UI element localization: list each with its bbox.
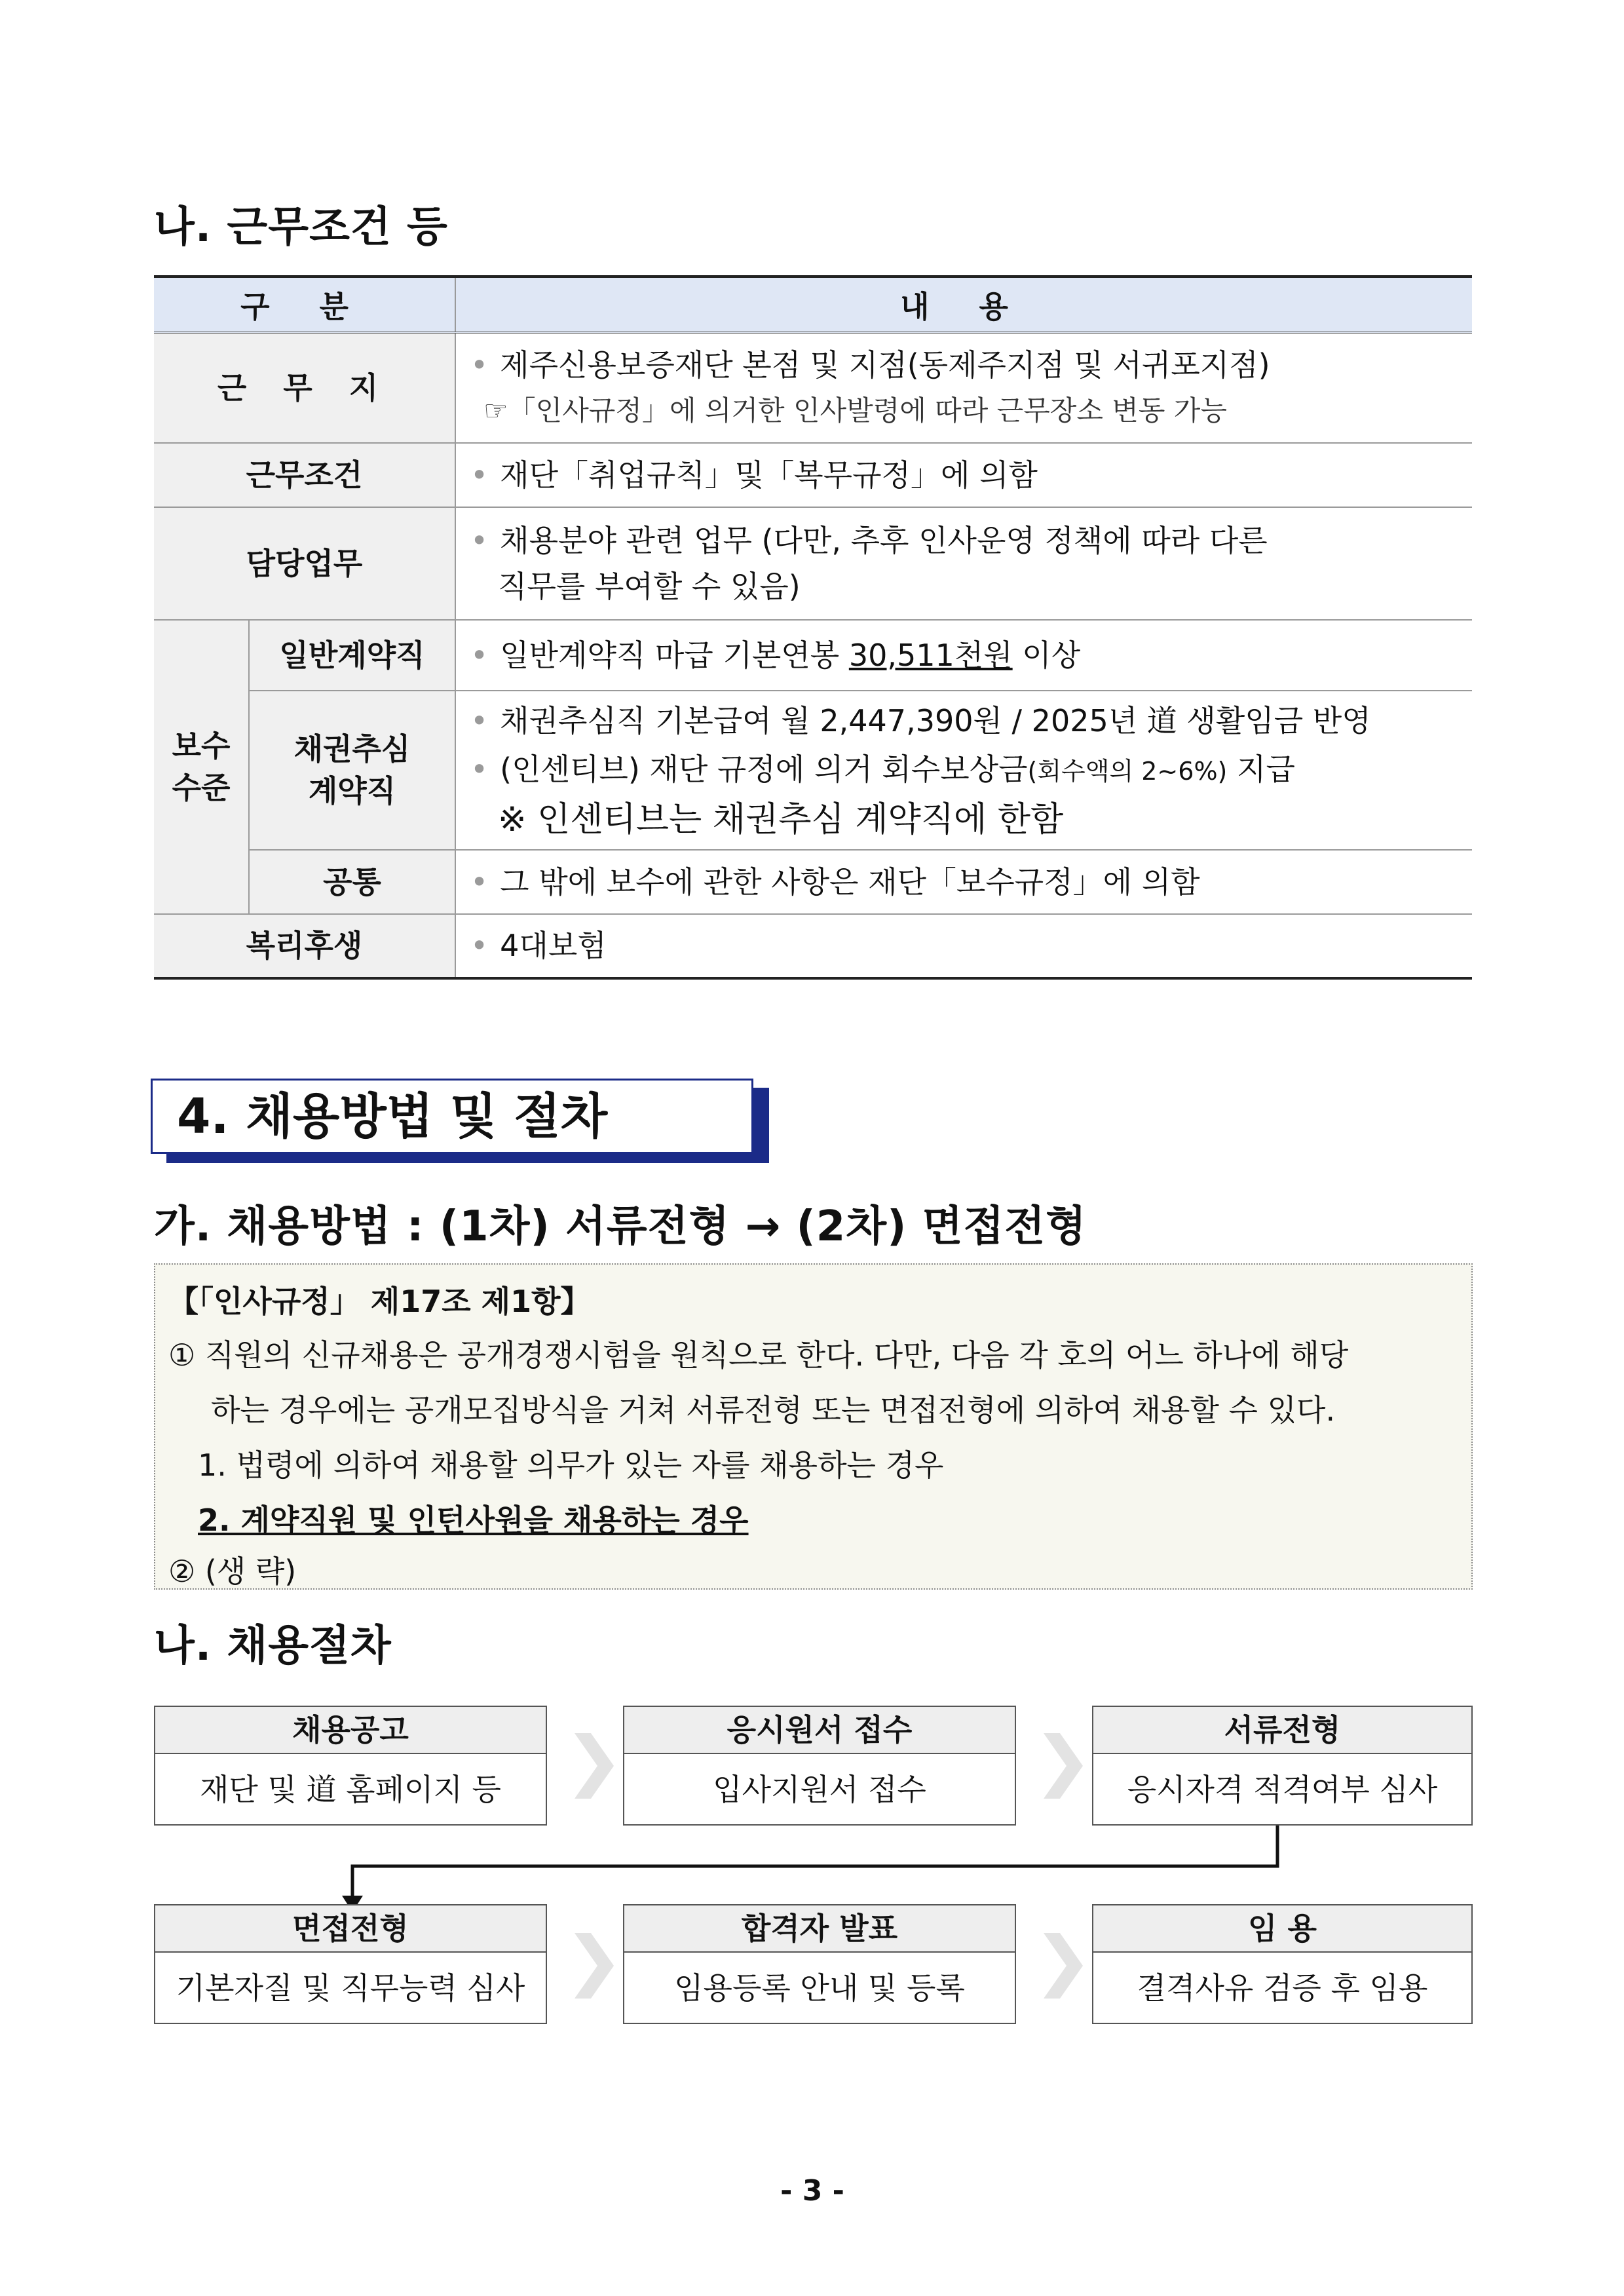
regulation-heading: 【「인사규정」 제17조 제1항】 — [168, 1284, 591, 1319]
workplace-line-2: ☞「인사규정」에 의거한 인사발령에 따라 근무장소 변동 가능 — [483, 394, 1227, 427]
regulation-line-1: ① 직원의 신규채용은 공개경쟁시험을 원칙으로 한다. 다만, 다음 각 호의 어느 하나에 해당 — [168, 1337, 1349, 1373]
procedure-title: 나. 채용절차 — [154, 1622, 392, 1670]
row-label-duties: 담당업무 — [154, 507, 455, 620]
chevron-right-icon — [571, 1930, 617, 2002]
header-content: 내 용 — [455, 277, 1472, 333]
flow-step-4 — [154, 1904, 547, 2024]
flow-step-1-title: 채용공고 — [155, 1707, 546, 1754]
flow-step-2-title: 응시원서 접수 — [624, 1707, 1015, 1754]
bullet-icon: • — [470, 928, 489, 963]
chevron-right-icon — [1040, 1930, 1086, 2002]
flow-step-4-body: 기본자질 및 직무능력 심사 — [176, 1970, 525, 2006]
general-pay-amount: 30,511천원 — [848, 637, 1013, 673]
bullet-icon: • — [470, 522, 489, 558]
flow-step-6-title: 임 용 — [1093, 1905, 1471, 1953]
flow-step-2-body: 입사지원서 접수 — [713, 1772, 926, 1807]
page-number: - 3 - — [780, 2174, 844, 2208]
common-text: 그 밖에 보수에 관한 사항은 재단「보수규정」에 의함 — [500, 864, 1200, 900]
bullet-icon: • — [470, 347, 489, 383]
regulation-item-1: 1. 법령에 의하여 채용할 의무가 있는 자를 채용하는 경우 — [198, 1447, 944, 1483]
collection-text-2-small: (회수액의 2~6%) — [1027, 756, 1228, 786]
row-label-welfare: 복리후생 — [154, 914, 455, 978]
flow-step-3-title: 서류전형 — [1093, 1707, 1471, 1754]
flow-step-6-body: 결격사유 검증 후 임용 — [1137, 1970, 1428, 2006]
conditions-text: 재단「취업규칙」및「복무규정」에 의함 — [500, 457, 1038, 493]
regulation-line-2: 하는 경우에는 공개모집방식을 거쳐 서류전형 또는 면접전형에 의하여 채용할 수 있다. — [211, 1392, 1336, 1428]
collection-label-2: 계약직 — [308, 773, 396, 809]
flow-step-3-body: 응시자격 적격여부 심사 — [1127, 1772, 1438, 1807]
duties-line-2: 직무를 부여할 수 있음) — [498, 568, 801, 604]
row-label-common: 공통 — [249, 850, 455, 914]
bullet-icon: • — [470, 457, 489, 493]
workplace-text-1: 제주신용보증재단 본점 및 지점(동제주지점 및 서귀포지점) — [500, 347, 1270, 383]
flow-step-5 — [623, 1904, 1016, 2024]
section-title-working-conditions: 나. 근무조건 등 — [154, 203, 448, 252]
row-label-workplace: 근 무 지 — [154, 333, 455, 443]
bullet-icon: • — [470, 864, 489, 900]
flow-step-6 — [1092, 1904, 1473, 2024]
collection-label-1: 채권추심 — [293, 731, 411, 767]
section-4-title: 4. 채용방법 및 절차 — [177, 1088, 608, 1145]
flow-step-5-title: 합격자 발표 — [624, 1905, 1015, 1953]
bullet-icon: • — [470, 751, 489, 787]
general-pay-prefix: 일반계약직 마급 기본연봉 — [500, 637, 849, 673]
collection-text-2: (인센티브) 재단 규정에 의거 회수보상금 — [500, 751, 1028, 787]
bullet-icon: • — [470, 637, 489, 673]
header-category: 구 분 — [154, 277, 455, 333]
flow-step-4-title: 면접전형 — [155, 1905, 546, 1953]
method-title: 가. 채용방법 : (1차) 서류전형 → (2차) 면접전형 — [154, 1202, 1087, 1251]
regulation-line-3: ② (생 략) — [168, 1554, 297, 1589]
flow-step-5-body: 임용등록 안내 및 등록 — [674, 1970, 965, 2006]
welfare-text: 4대보험 — [500, 928, 607, 963]
collection-text-2-end: 지급 — [1227, 751, 1295, 787]
flow-step-1-body: 재단 및 道 홈페이지 등 — [200, 1772, 501, 1807]
collection-text-1: 채권추심직 기본급여 월 2,447,390원 / 2025년 道 생활임금 반영 — [500, 702, 1371, 738]
regulation-item-2: 2. 계약직원 및 인턴사원을 채용하는 경우 — [198, 1502, 749, 1538]
general-pay-suffix: 이상 — [1012, 637, 1081, 673]
collection-line-3: ※ 인센티브는 채권추심 계약직에 한함 — [498, 799, 1064, 839]
pay-label-2: 수준 — [172, 770, 231, 805]
row-label-conditions: 근무조건 — [154, 443, 455, 507]
bullet-icon: • — [470, 702, 489, 738]
row-label-general-contract: 일반계약직 — [249, 620, 455, 691]
duties-text-1: 채용분야 관련 업무 (다만, 추후 인사운영 정책에 따라 다른 — [500, 522, 1268, 558]
pay-label-1: 보수 — [172, 728, 231, 763]
